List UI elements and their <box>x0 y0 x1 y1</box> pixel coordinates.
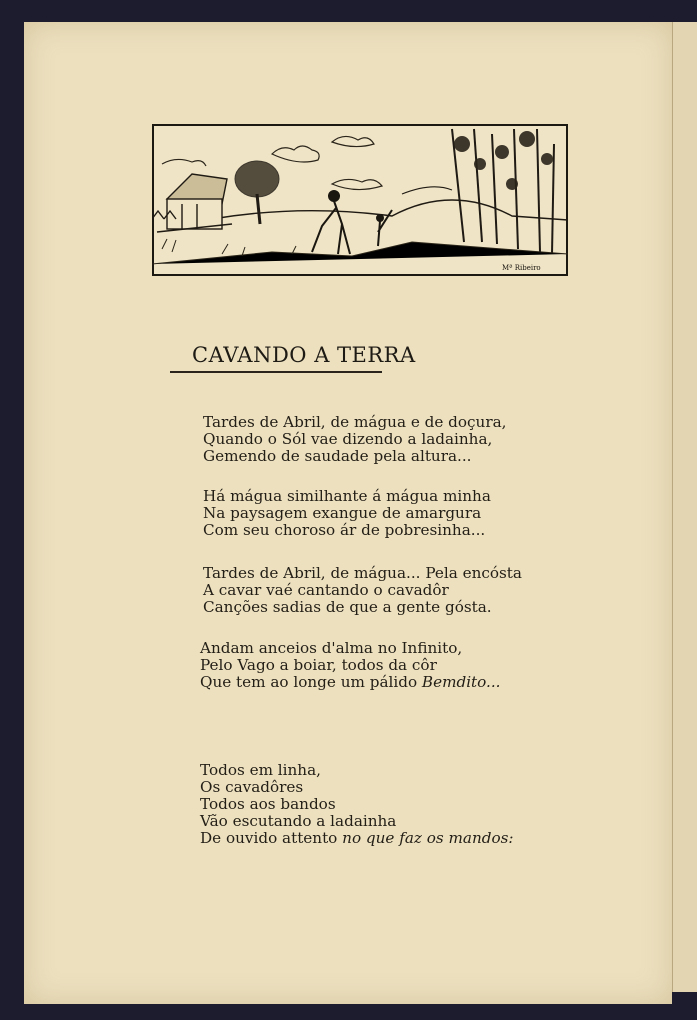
poem-line: Todos em linha, <box>200 761 321 779</box>
adjacent-page-edge <box>672 22 697 992</box>
poem-line: Todos aos bandos <box>200 795 336 813</box>
poem-line: Gemendo de saudade pela altura... <box>203 447 472 465</box>
poem-line: Quando o Sól vae dizendo a ladainha, <box>203 430 493 448</box>
poem-line-text: De ouvido attento <box>200 829 343 847</box>
stanza-1 <box>203 414 506 465</box>
poem-line: Andam anceios d'alma no Infinito, <box>200 639 463 657</box>
poem-line: Tardes de Abril, de mágua e de doçura, <box>203 413 507 431</box>
artist-signature: Mª Ribeiro <box>502 264 541 272</box>
poem-line: A cavar vaé cantando o cavadôr <box>203 581 449 599</box>
poem-title: CAVANDO A TERRA <box>192 343 416 367</box>
poem-line: Pelo Vago a boiar, todos da côr <box>200 656 437 674</box>
poem-line: Com seu choroso ár de pobresinha... <box>203 521 486 539</box>
stanza-2 <box>203 488 491 539</box>
poem-line: Há mágua similhante á mágua minha <box>203 487 491 505</box>
stanza-5 <box>200 762 514 847</box>
poem-line-italic: no que faz os mandos: <box>342 829 514 847</box>
poem-line: Tardes de Abril, de mágua... Pela encósta <box>203 564 522 582</box>
title-underline <box>170 371 382 373</box>
stanza-3 <box>203 565 522 616</box>
poem-line: Canções sadias de que a gente gósta. <box>203 598 492 616</box>
poem-line: Na paysagem exangue de amargura <box>203 504 482 522</box>
poem-line <box>200 830 514 847</box>
poem-line-text: Que tem ao longe um pálido <box>200 673 422 691</box>
poem-line-italic: Bemdito... <box>421 673 501 691</box>
poem-line <box>200 674 501 691</box>
stanza-4 <box>200 640 501 691</box>
landscape-illustration <box>152 124 568 276</box>
poem-line: Vão escutando a ladainha <box>200 812 397 830</box>
poem-line: Os cavadôres <box>200 778 304 796</box>
